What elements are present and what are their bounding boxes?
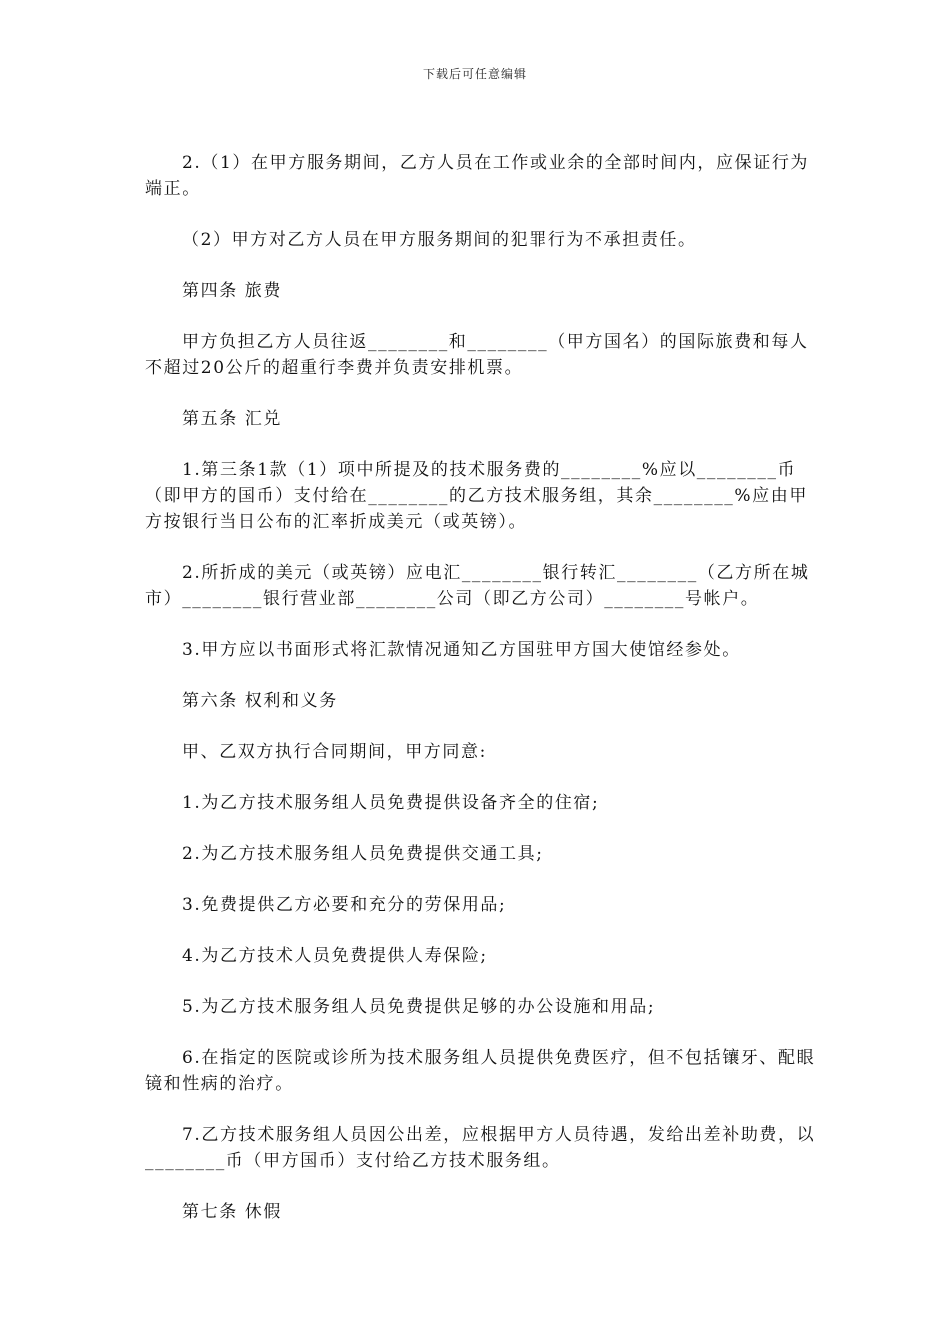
article-6-heading: 第六条 权利和义务 [182, 691, 338, 711]
article-5-heading: 第五条 汇兑 [182, 409, 283, 429]
article-7-heading: 第七条 休假 [182, 1202, 283, 1222]
list-item-travel-allowance: 7.乙方技术服务组人员因公出差，应根据甲方人员待遇，发给出差补助费，以________币（甲方国币）支付给乙方技术服务组。 [145, 1125, 816, 1171]
list-item-medical: 6.在指定的医院或诊所为技术服务组人员提供免费医疗，但不包括镶牙、配眼镜和性病的治疗。 [145, 1048, 816, 1094]
list-item-transport: 2.为乙方技术服务组人员免费提供交通工具; [182, 844, 544, 864]
document-body [145, 150, 817, 1225]
article-4-heading: 第四条 旅费 [182, 281, 283, 301]
paragraph-travel-expenses: 甲方负担乙方人员往返________和________（甲方国名）的国际旅费和每人不超过20公斤的超重行李费并负责安排机票。 [145, 332, 809, 378]
list-item-housing: 1.为乙方技术服务组人员免费提供设备齐全的住宿; [182, 793, 600, 813]
paragraph-exchange-2: 2.所折成的美元（或英镑）应电汇________银行转汇________（乙方所在城市）________银行营业部________公司（即乙方公司）________号帐户。 [145, 563, 810, 609]
paragraph-exchange-3: 3.甲方应以书面形式将汇款情况通知乙方国驻甲方国大使馆经参处。 [182, 640, 741, 660]
list-item-office-supplies: 5.为乙方技术服务组人员免费提供足够的办公设施和用品; [182, 997, 656, 1017]
list-item-life-insurance: 4.为乙方技术人员免费提供人寿保险; [182, 946, 488, 966]
paragraph-party-a-agrees: 甲、乙双方执行合同期间，甲方同意: [182, 742, 487, 762]
paragraph-conduct: 2.（1）在甲方服务期间，乙方人员在工作或业余的全部时间内，应保证行为端正。 [145, 153, 810, 199]
page-header: 下载后可任意编辑 [422, 67, 527, 81]
paragraph-liability: （2）甲方对乙方人员在甲方服务期间的犯罪行为不承担责任。 [182, 230, 697, 250]
paragraph-exchange-1: 1.第三条1款（1）项中所提及的技术服务费的________%应以________币（即甲方的国币）支付给在________的乙方技术服务组，其余________%应由甲方按银行当日公布的汇率折成美元（或英镑）。 [145, 460, 808, 532]
list-item-protective-gear: 3.免费提供乙方必要和充分的劳保用品; [182, 895, 507, 915]
